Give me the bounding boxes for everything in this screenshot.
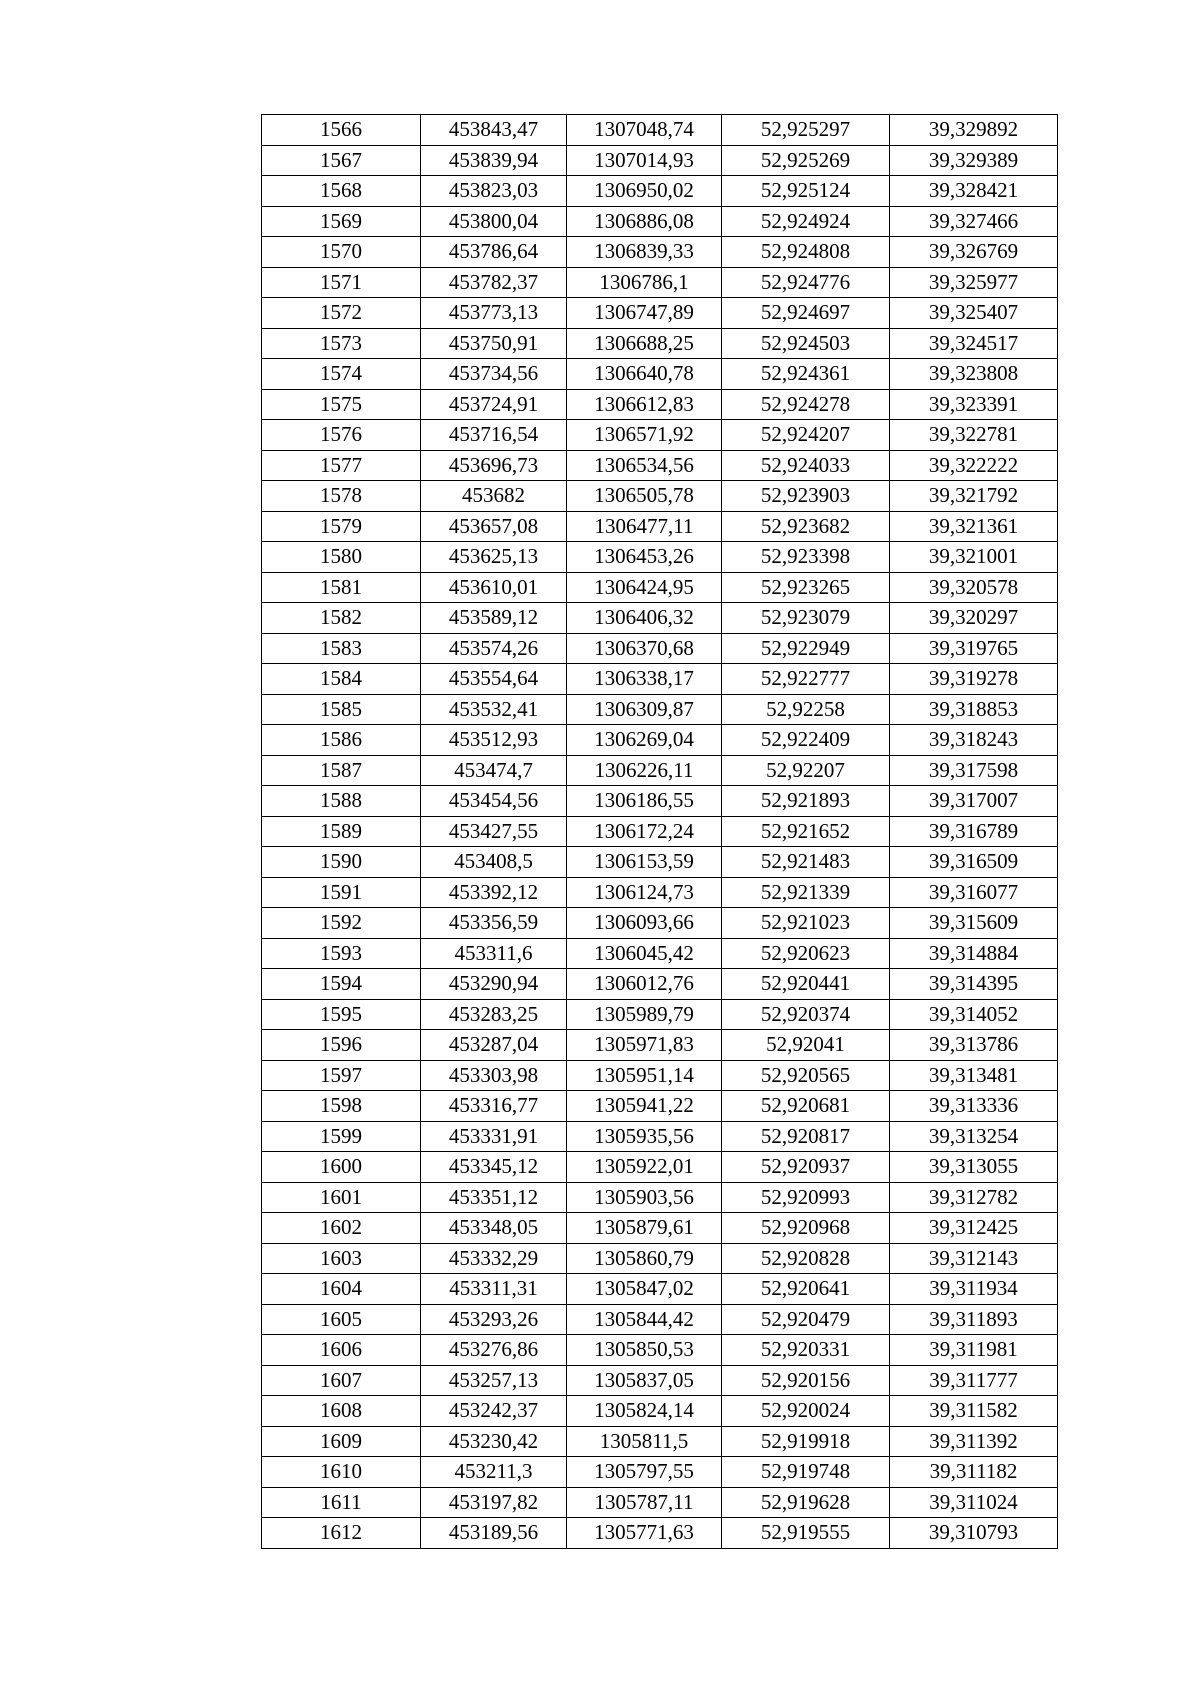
x-coordinate-cell: 453657,08 bbox=[421, 511, 567, 542]
coordinates-table-body bbox=[262, 115, 1058, 1549]
y-coordinate-cell: 1306839,33 bbox=[567, 237, 722, 268]
y-coordinate-cell: 1306172,24 bbox=[567, 816, 722, 847]
table-row bbox=[262, 328, 1058, 359]
x-coordinate-cell: 453823,03 bbox=[421, 176, 567, 207]
table-row bbox=[262, 1152, 1058, 1183]
latitude-cell: 52,921339 bbox=[722, 877, 890, 908]
point-number-cell: 1595 bbox=[262, 999, 421, 1030]
latitude-cell: 52,919555 bbox=[722, 1518, 890, 1549]
y-coordinate-cell: 1306186,55 bbox=[567, 786, 722, 817]
y-coordinate-cell: 1306309,87 bbox=[567, 694, 722, 725]
latitude-cell: 52,920024 bbox=[722, 1396, 890, 1427]
point-number-cell: 1593 bbox=[262, 938, 421, 969]
latitude-cell: 52,924776 bbox=[722, 267, 890, 298]
latitude-cell: 52,921652 bbox=[722, 816, 890, 847]
point-number-cell: 1611 bbox=[262, 1487, 421, 1518]
latitude-cell: 52,920641 bbox=[722, 1274, 890, 1305]
table-row bbox=[262, 816, 1058, 847]
x-coordinate-cell: 453290,94 bbox=[421, 969, 567, 1000]
latitude-cell: 52,925124 bbox=[722, 176, 890, 207]
latitude-cell: 52,920565 bbox=[722, 1060, 890, 1091]
x-coordinate-cell: 453682 bbox=[421, 481, 567, 512]
x-coordinate-cell: 453356,59 bbox=[421, 908, 567, 939]
longitude-cell: 39,316789 bbox=[890, 816, 1058, 847]
table-row bbox=[262, 1426, 1058, 1457]
latitude-cell: 52,92207 bbox=[722, 755, 890, 786]
longitude-cell: 39,316509 bbox=[890, 847, 1058, 878]
y-coordinate-cell: 1306886,08 bbox=[567, 206, 722, 237]
longitude-cell: 39,321792 bbox=[890, 481, 1058, 512]
y-coordinate-cell: 1306571,92 bbox=[567, 420, 722, 451]
latitude-cell: 52,923903 bbox=[722, 481, 890, 512]
table-row bbox=[262, 603, 1058, 634]
x-coordinate-cell: 453331,91 bbox=[421, 1121, 567, 1152]
table-row bbox=[262, 572, 1058, 603]
point-number-cell: 1567 bbox=[262, 145, 421, 176]
point-number-cell: 1587 bbox=[262, 755, 421, 786]
latitude-cell: 52,924924 bbox=[722, 206, 890, 237]
coordinates-table bbox=[261, 114, 1058, 1549]
point-number-cell: 1586 bbox=[262, 725, 421, 756]
y-coordinate-cell: 1305951,14 bbox=[567, 1060, 722, 1091]
longitude-cell: 39,312782 bbox=[890, 1182, 1058, 1213]
point-number-cell: 1607 bbox=[262, 1365, 421, 1396]
y-coordinate-cell: 1305879,61 bbox=[567, 1213, 722, 1244]
point-number-cell: 1594 bbox=[262, 969, 421, 1000]
table-row bbox=[262, 1304, 1058, 1335]
latitude-cell: 52,920817 bbox=[722, 1121, 890, 1152]
longitude-cell: 39,322222 bbox=[890, 450, 1058, 481]
longitude-cell: 39,320578 bbox=[890, 572, 1058, 603]
x-coordinate-cell: 453345,12 bbox=[421, 1152, 567, 1183]
x-coordinate-cell: 453408,5 bbox=[421, 847, 567, 878]
y-coordinate-cell: 1306424,95 bbox=[567, 572, 722, 603]
x-coordinate-cell: 453283,25 bbox=[421, 999, 567, 1030]
table-row bbox=[262, 389, 1058, 420]
latitude-cell: 52,920993 bbox=[722, 1182, 890, 1213]
x-coordinate-cell: 453351,12 bbox=[421, 1182, 567, 1213]
x-coordinate-cell: 453773,13 bbox=[421, 298, 567, 329]
x-coordinate-cell: 453554,64 bbox=[421, 664, 567, 695]
point-number-cell: 1612 bbox=[262, 1518, 421, 1549]
latitude-cell: 52,924361 bbox=[722, 359, 890, 390]
longitude-cell: 39,314052 bbox=[890, 999, 1058, 1030]
point-number-cell: 1583 bbox=[262, 633, 421, 664]
point-number-cell: 1589 bbox=[262, 816, 421, 847]
x-coordinate-cell: 453293,26 bbox=[421, 1304, 567, 1335]
x-coordinate-cell: 453625,13 bbox=[421, 542, 567, 573]
latitude-cell: 52,920441 bbox=[722, 969, 890, 1000]
x-coordinate-cell: 453197,82 bbox=[421, 1487, 567, 1518]
table-row bbox=[262, 1213, 1058, 1244]
point-number-cell: 1598 bbox=[262, 1091, 421, 1122]
x-coordinate-cell: 453392,12 bbox=[421, 877, 567, 908]
point-number-cell: 1600 bbox=[262, 1152, 421, 1183]
longitude-cell: 39,328421 bbox=[890, 176, 1058, 207]
latitude-cell: 52,924697 bbox=[722, 298, 890, 329]
x-coordinate-cell: 453348,05 bbox=[421, 1213, 567, 1244]
x-coordinate-cell: 453750,91 bbox=[421, 328, 567, 359]
y-coordinate-cell: 1305971,83 bbox=[567, 1030, 722, 1061]
point-number-cell: 1609 bbox=[262, 1426, 421, 1457]
y-coordinate-cell: 1306747,89 bbox=[567, 298, 722, 329]
table-row bbox=[262, 1487, 1058, 1518]
point-number-cell: 1591 bbox=[262, 877, 421, 908]
latitude-cell: 52,924033 bbox=[722, 450, 890, 481]
table-row bbox=[262, 115, 1058, 146]
x-coordinate-cell: 453716,54 bbox=[421, 420, 567, 451]
point-number-cell: 1597 bbox=[262, 1060, 421, 1091]
table-row bbox=[262, 145, 1058, 176]
x-coordinate-cell: 453332,29 bbox=[421, 1243, 567, 1274]
point-number-cell: 1599 bbox=[262, 1121, 421, 1152]
table-row bbox=[262, 1030, 1058, 1061]
y-coordinate-cell: 1305935,56 bbox=[567, 1121, 722, 1152]
x-coordinate-cell: 453316,77 bbox=[421, 1091, 567, 1122]
y-coordinate-cell: 1306226,11 bbox=[567, 755, 722, 786]
y-coordinate-cell: 1306640,78 bbox=[567, 359, 722, 390]
point-number-cell: 1575 bbox=[262, 389, 421, 420]
y-coordinate-cell: 1305903,56 bbox=[567, 1182, 722, 1213]
latitude-cell: 52,919748 bbox=[722, 1457, 890, 1488]
longitude-cell: 39,319765 bbox=[890, 633, 1058, 664]
latitude-cell: 52,921893 bbox=[722, 786, 890, 817]
longitude-cell: 39,315609 bbox=[890, 908, 1058, 939]
longitude-cell: 39,326769 bbox=[890, 237, 1058, 268]
longitude-cell: 39,310793 bbox=[890, 1518, 1058, 1549]
table-row bbox=[262, 1060, 1058, 1091]
longitude-cell: 39,320297 bbox=[890, 603, 1058, 634]
point-number-cell: 1577 bbox=[262, 450, 421, 481]
y-coordinate-cell: 1305989,79 bbox=[567, 999, 722, 1030]
table-row bbox=[262, 1396, 1058, 1427]
table-row bbox=[262, 267, 1058, 298]
longitude-cell: 39,311024 bbox=[890, 1487, 1058, 1518]
table-row bbox=[262, 999, 1058, 1030]
x-coordinate-cell: 453242,37 bbox=[421, 1396, 567, 1427]
x-coordinate-cell: 453610,01 bbox=[421, 572, 567, 603]
longitude-cell: 39,313254 bbox=[890, 1121, 1058, 1152]
table-row bbox=[262, 725, 1058, 756]
longitude-cell: 39,312425 bbox=[890, 1213, 1058, 1244]
point-number-cell: 1570 bbox=[262, 237, 421, 268]
y-coordinate-cell: 1306688,25 bbox=[567, 328, 722, 359]
longitude-cell: 39,318853 bbox=[890, 694, 1058, 725]
point-number-cell: 1610 bbox=[262, 1457, 421, 1488]
point-number-cell: 1576 bbox=[262, 420, 421, 451]
point-number-cell: 1605 bbox=[262, 1304, 421, 1335]
latitude-cell: 52,922409 bbox=[722, 725, 890, 756]
y-coordinate-cell: 1305922,01 bbox=[567, 1152, 722, 1183]
latitude-cell: 52,921023 bbox=[722, 908, 890, 939]
latitude-cell: 52,923682 bbox=[722, 511, 890, 542]
point-number-cell: 1580 bbox=[262, 542, 421, 573]
point-number-cell: 1602 bbox=[262, 1213, 421, 1244]
table-row bbox=[262, 420, 1058, 451]
point-number-cell: 1601 bbox=[262, 1182, 421, 1213]
table-row bbox=[262, 786, 1058, 817]
x-coordinate-cell: 453512,93 bbox=[421, 725, 567, 756]
table-row bbox=[262, 1518, 1058, 1549]
table-row bbox=[262, 847, 1058, 878]
point-number-cell: 1574 bbox=[262, 359, 421, 390]
x-coordinate-cell: 453257,13 bbox=[421, 1365, 567, 1396]
y-coordinate-cell: 1305844,42 bbox=[567, 1304, 722, 1335]
table-row bbox=[262, 755, 1058, 786]
y-coordinate-cell: 1305837,05 bbox=[567, 1365, 722, 1396]
x-coordinate-cell: 453303,98 bbox=[421, 1060, 567, 1091]
latitude-cell: 52,923265 bbox=[722, 572, 890, 603]
y-coordinate-cell: 1305771,63 bbox=[567, 1518, 722, 1549]
table-row bbox=[262, 908, 1058, 939]
latitude-cell: 52,922777 bbox=[722, 664, 890, 695]
latitude-cell: 52,920331 bbox=[722, 1335, 890, 1366]
table-row bbox=[262, 1365, 1058, 1396]
x-coordinate-cell: 453474,7 bbox=[421, 755, 567, 786]
latitude-cell: 52,924808 bbox=[722, 237, 890, 268]
longitude-cell: 39,323808 bbox=[890, 359, 1058, 390]
longitude-cell: 39,314884 bbox=[890, 938, 1058, 969]
x-coordinate-cell: 453189,56 bbox=[421, 1518, 567, 1549]
longitude-cell: 39,311182 bbox=[890, 1457, 1058, 1488]
x-coordinate-cell: 453589,12 bbox=[421, 603, 567, 634]
y-coordinate-cell: 1305811,5 bbox=[567, 1426, 722, 1457]
x-coordinate-cell: 453427,55 bbox=[421, 816, 567, 847]
table-row bbox=[262, 450, 1058, 481]
y-coordinate-cell: 1306153,59 bbox=[567, 847, 722, 878]
y-coordinate-cell: 1305797,55 bbox=[567, 1457, 722, 1488]
longitude-cell: 39,323391 bbox=[890, 389, 1058, 420]
table-row bbox=[262, 481, 1058, 512]
point-number-cell: 1596 bbox=[262, 1030, 421, 1061]
latitude-cell: 52,920828 bbox=[722, 1243, 890, 1274]
y-coordinate-cell: 1306453,26 bbox=[567, 542, 722, 573]
point-number-cell: 1571 bbox=[262, 267, 421, 298]
latitude-cell: 52,920479 bbox=[722, 1304, 890, 1335]
y-coordinate-cell: 1306124,73 bbox=[567, 877, 722, 908]
longitude-cell: 39,324517 bbox=[890, 328, 1058, 359]
point-number-cell: 1592 bbox=[262, 908, 421, 939]
y-coordinate-cell: 1306612,83 bbox=[567, 389, 722, 420]
latitude-cell: 52,921483 bbox=[722, 847, 890, 878]
y-coordinate-cell: 1305824,14 bbox=[567, 1396, 722, 1427]
y-coordinate-cell: 1306370,68 bbox=[567, 633, 722, 664]
table-row bbox=[262, 542, 1058, 573]
x-coordinate-cell: 453287,04 bbox=[421, 1030, 567, 1061]
point-number-cell: 1568 bbox=[262, 176, 421, 207]
longitude-cell: 39,329389 bbox=[890, 145, 1058, 176]
longitude-cell: 39,321361 bbox=[890, 511, 1058, 542]
latitude-cell: 52,920623 bbox=[722, 938, 890, 969]
table-row bbox=[262, 359, 1058, 390]
x-coordinate-cell: 453839,94 bbox=[421, 145, 567, 176]
point-number-cell: 1579 bbox=[262, 511, 421, 542]
point-number-cell: 1606 bbox=[262, 1335, 421, 1366]
table-row bbox=[262, 877, 1058, 908]
y-coordinate-cell: 1306505,78 bbox=[567, 481, 722, 512]
latitude-cell: 52,925297 bbox=[722, 115, 890, 146]
y-coordinate-cell: 1306269,04 bbox=[567, 725, 722, 756]
table-row bbox=[262, 938, 1058, 969]
x-coordinate-cell: 453786,64 bbox=[421, 237, 567, 268]
point-number-cell: 1608 bbox=[262, 1396, 421, 1427]
y-coordinate-cell: 1306045,42 bbox=[567, 938, 722, 969]
point-number-cell: 1566 bbox=[262, 115, 421, 146]
latitude-cell: 52,920156 bbox=[722, 1365, 890, 1396]
latitude-cell: 52,92041 bbox=[722, 1030, 890, 1061]
longitude-cell: 39,325407 bbox=[890, 298, 1058, 329]
point-number-cell: 1582 bbox=[262, 603, 421, 634]
latitude-cell: 52,919918 bbox=[722, 1426, 890, 1457]
x-coordinate-cell: 453230,42 bbox=[421, 1426, 567, 1457]
point-number-cell: 1585 bbox=[262, 694, 421, 725]
longitude-cell: 39,318243 bbox=[890, 725, 1058, 756]
point-number-cell: 1604 bbox=[262, 1274, 421, 1305]
longitude-cell: 39,317598 bbox=[890, 755, 1058, 786]
longitude-cell: 39,322781 bbox=[890, 420, 1058, 451]
y-coordinate-cell: 1306786,1 bbox=[567, 267, 722, 298]
point-number-cell: 1603 bbox=[262, 1243, 421, 1274]
y-coordinate-cell: 1306338,17 bbox=[567, 664, 722, 695]
latitude-cell: 52,92258 bbox=[722, 694, 890, 725]
longitude-cell: 39,321001 bbox=[890, 542, 1058, 573]
longitude-cell: 39,313336 bbox=[890, 1091, 1058, 1122]
y-coordinate-cell: 1305847,02 bbox=[567, 1274, 722, 1305]
y-coordinate-cell: 1306477,11 bbox=[567, 511, 722, 542]
latitude-cell: 52,923079 bbox=[722, 603, 890, 634]
latitude-cell: 52,920937 bbox=[722, 1152, 890, 1183]
y-coordinate-cell: 1306950,02 bbox=[567, 176, 722, 207]
latitude-cell: 52,924278 bbox=[722, 389, 890, 420]
x-coordinate-cell: 453454,56 bbox=[421, 786, 567, 817]
x-coordinate-cell: 453211,3 bbox=[421, 1457, 567, 1488]
y-coordinate-cell: 1305787,11 bbox=[567, 1487, 722, 1518]
longitude-cell: 39,311582 bbox=[890, 1396, 1058, 1427]
table-row bbox=[262, 1274, 1058, 1305]
table-row bbox=[262, 1182, 1058, 1213]
latitude-cell: 52,924503 bbox=[722, 328, 890, 359]
x-coordinate-cell: 453532,41 bbox=[421, 694, 567, 725]
point-number-cell: 1581 bbox=[262, 572, 421, 603]
x-coordinate-cell: 453696,73 bbox=[421, 450, 567, 481]
latitude-cell: 52,922949 bbox=[722, 633, 890, 664]
longitude-cell: 39,313786 bbox=[890, 1030, 1058, 1061]
y-coordinate-cell: 1306012,76 bbox=[567, 969, 722, 1000]
point-number-cell: 1572 bbox=[262, 298, 421, 329]
y-coordinate-cell: 1305850,53 bbox=[567, 1335, 722, 1366]
x-coordinate-cell: 453311,6 bbox=[421, 938, 567, 969]
longitude-cell: 39,319278 bbox=[890, 664, 1058, 695]
y-coordinate-cell: 1306534,56 bbox=[567, 450, 722, 481]
point-number-cell: 1590 bbox=[262, 847, 421, 878]
y-coordinate-cell: 1307048,74 bbox=[567, 115, 722, 146]
x-coordinate-cell: 453843,47 bbox=[421, 115, 567, 146]
y-coordinate-cell: 1306406,32 bbox=[567, 603, 722, 634]
table-row bbox=[262, 1091, 1058, 1122]
table-row bbox=[262, 1457, 1058, 1488]
longitude-cell: 39,311981 bbox=[890, 1335, 1058, 1366]
longitude-cell: 39,311392 bbox=[890, 1426, 1058, 1457]
y-coordinate-cell: 1307014,93 bbox=[567, 145, 722, 176]
longitude-cell: 39,311777 bbox=[890, 1365, 1058, 1396]
table-row bbox=[262, 694, 1058, 725]
latitude-cell: 52,919628 bbox=[722, 1487, 890, 1518]
x-coordinate-cell: 453311,31 bbox=[421, 1274, 567, 1305]
x-coordinate-cell: 453734,56 bbox=[421, 359, 567, 390]
latitude-cell: 52,924207 bbox=[722, 420, 890, 451]
longitude-cell: 39,314395 bbox=[890, 969, 1058, 1000]
point-number-cell: 1569 bbox=[262, 206, 421, 237]
longitude-cell: 39,317007 bbox=[890, 786, 1058, 817]
x-coordinate-cell: 453724,91 bbox=[421, 389, 567, 420]
point-number-cell: 1573 bbox=[262, 328, 421, 359]
table-row bbox=[262, 1121, 1058, 1152]
table-row bbox=[262, 176, 1058, 207]
longitude-cell: 39,316077 bbox=[890, 877, 1058, 908]
y-coordinate-cell: 1305941,22 bbox=[567, 1091, 722, 1122]
longitude-cell: 39,313055 bbox=[890, 1152, 1058, 1183]
table-row bbox=[262, 969, 1058, 1000]
table-row bbox=[262, 298, 1058, 329]
x-coordinate-cell: 453574,26 bbox=[421, 633, 567, 664]
longitude-cell: 39,311893 bbox=[890, 1304, 1058, 1335]
longitude-cell: 39,313481 bbox=[890, 1060, 1058, 1091]
x-coordinate-cell: 453276,86 bbox=[421, 1335, 567, 1366]
table-row bbox=[262, 1243, 1058, 1274]
table-row bbox=[262, 511, 1058, 542]
latitude-cell: 52,920968 bbox=[722, 1213, 890, 1244]
longitude-cell: 39,312143 bbox=[890, 1243, 1058, 1274]
x-coordinate-cell: 453800,04 bbox=[421, 206, 567, 237]
y-coordinate-cell: 1306093,66 bbox=[567, 908, 722, 939]
point-number-cell: 1584 bbox=[262, 664, 421, 695]
latitude-cell: 52,920374 bbox=[722, 999, 890, 1030]
table-row bbox=[262, 206, 1058, 237]
y-coordinate-cell: 1305860,79 bbox=[567, 1243, 722, 1274]
longitude-cell: 39,327466 bbox=[890, 206, 1058, 237]
longitude-cell: 39,311934 bbox=[890, 1274, 1058, 1305]
point-number-cell: 1588 bbox=[262, 786, 421, 817]
table-row bbox=[262, 237, 1058, 268]
x-coordinate-cell: 453782,37 bbox=[421, 267, 567, 298]
table-row bbox=[262, 1335, 1058, 1366]
latitude-cell: 52,920681 bbox=[722, 1091, 890, 1122]
table-row bbox=[262, 633, 1058, 664]
table-row bbox=[262, 664, 1058, 695]
point-number-cell: 1578 bbox=[262, 481, 421, 512]
latitude-cell: 52,923398 bbox=[722, 542, 890, 573]
longitude-cell: 39,329892 bbox=[890, 115, 1058, 146]
longitude-cell: 39,325977 bbox=[890, 267, 1058, 298]
latitude-cell: 52,925269 bbox=[722, 145, 890, 176]
